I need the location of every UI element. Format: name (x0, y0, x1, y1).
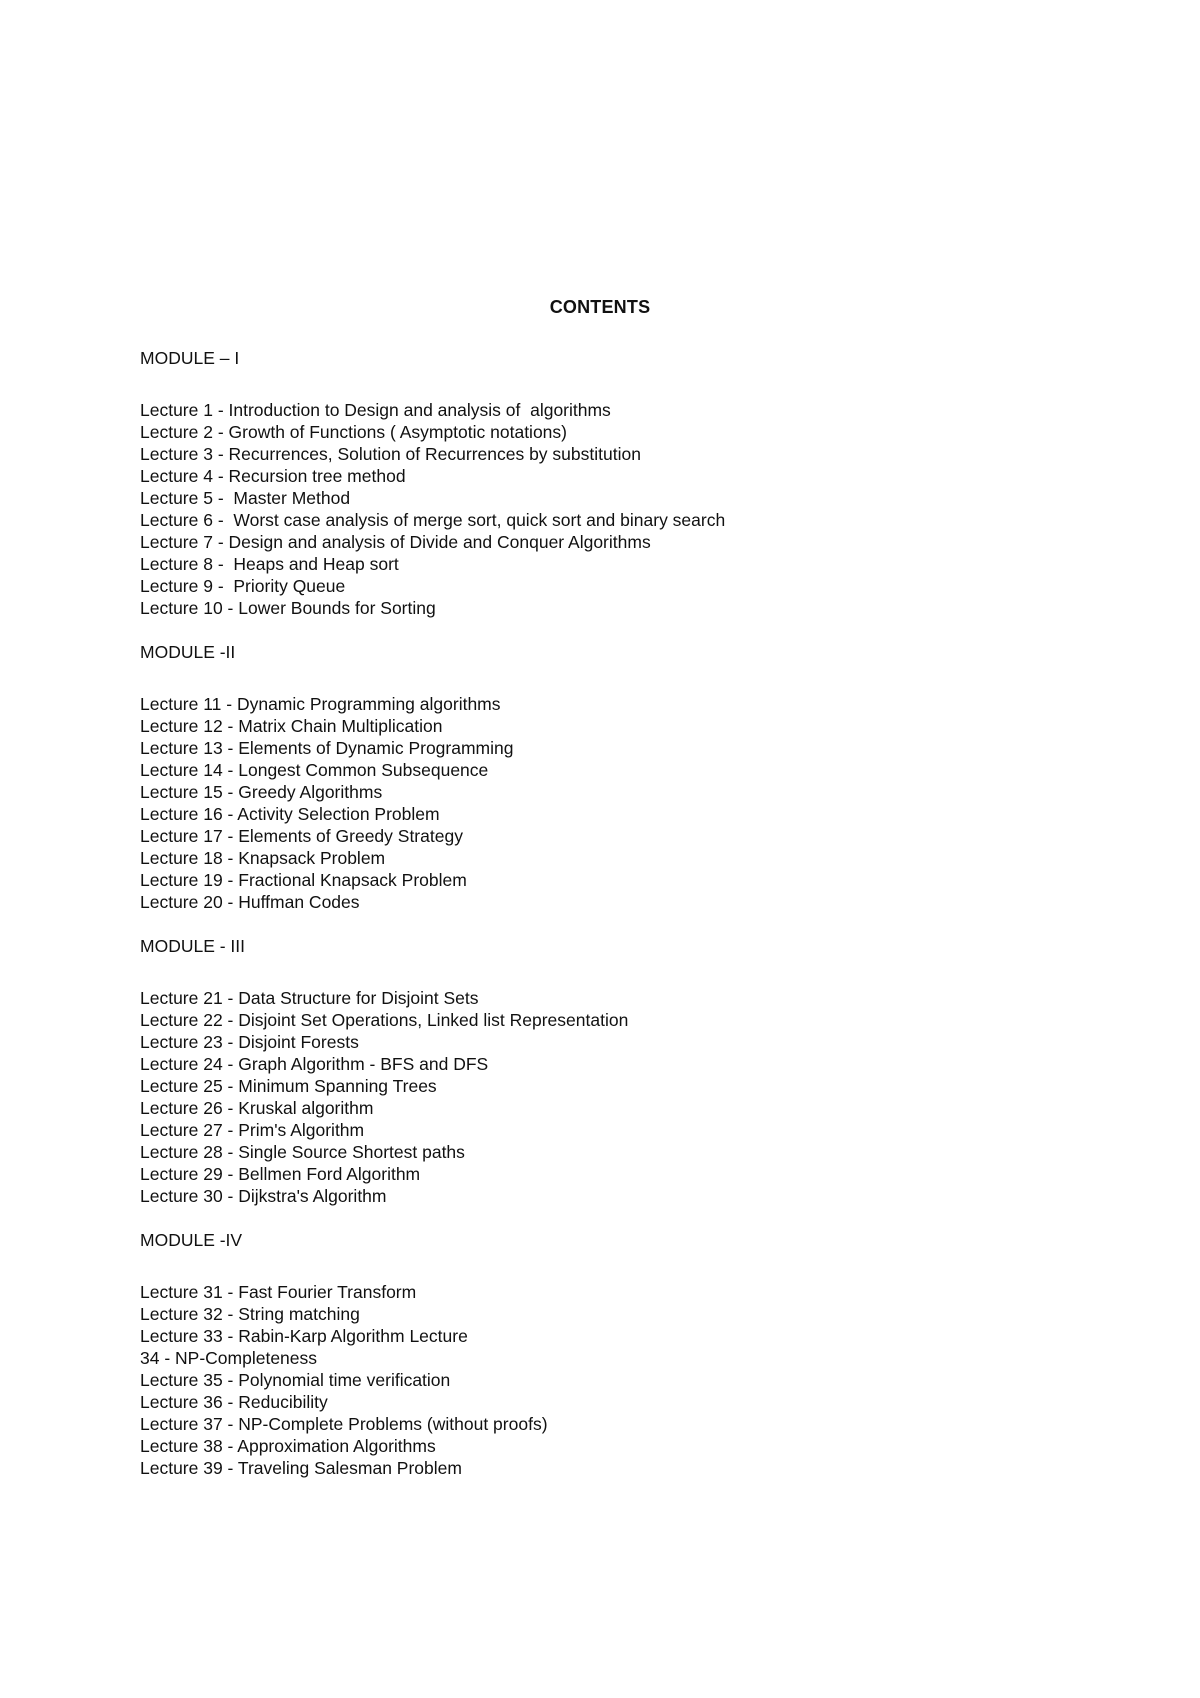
lecture-item: Lecture 2 - Growth of Functions ( Asymptotic notations) (140, 422, 567, 442)
lecture-item: Lecture 8 - Heaps and Heap sort (140, 554, 399, 574)
lecture-item: Lecture 6 - Worst case analysis of merge sort, quick sort and binary search (140, 510, 726, 530)
lecture-item: Lecture 19 - Fractional Knapsack Problem (140, 870, 467, 890)
lecture-item: Lecture 9 - Priority Queue (140, 576, 346, 596)
lecture-item: Lecture 26 - Kruskal algorithm (140, 1098, 374, 1118)
lecture-item: Lecture 27 - Prim's Algorithm (140, 1120, 365, 1140)
lecture-item: Lecture 37 - NP-Complete Problems (without proofs) (140, 1414, 548, 1434)
lecture-list (140, 693, 1140, 913)
lecture-item: Lecture 35 - Polynomial time verification (140, 1370, 451, 1390)
lecture-item: Lecture 31 - Fast Fourier Transform (140, 1282, 417, 1302)
lecture-item: Lecture 5 - Master Method (140, 488, 351, 508)
lecture-item: Lecture 7 - Design and analysis of Divide and Conquer Algorithms (140, 532, 651, 552)
module-section (140, 935, 1140, 1207)
lecture-item: Lecture 13 - Elements of Dynamic Programming (140, 738, 514, 758)
lecture-item: 34 - NP-Completeness (140, 1348, 318, 1368)
module-section (140, 1229, 1140, 1479)
module-heading: MODULE -IV (140, 1230, 243, 1250)
contents-title: CONTENTS (549, 297, 651, 317)
contents-body (140, 347, 1140, 1479)
module-heading: MODULE – I (140, 348, 240, 368)
lecture-item: Lecture 10 - Lower Bounds for Sorting (140, 598, 436, 618)
lecture-item: Lecture 24 - Graph Algorithm - BFS and DFS (140, 1054, 489, 1074)
module-heading: MODULE - III (140, 936, 246, 956)
lecture-list (140, 1281, 1140, 1479)
lecture-item: Lecture 15 - Greedy Algorithms (140, 782, 383, 802)
lecture-list (140, 987, 1140, 1207)
lecture-item: Lecture 18 - Knapsack Problem (140, 848, 386, 868)
lecture-item: Lecture 32 - String matching (140, 1304, 360, 1324)
lecture-item: Lecture 17 - Elements of Greedy Strategy (140, 826, 463, 846)
lecture-item: Lecture 11 - Dynamic Programming algorithms (140, 694, 501, 714)
lecture-item: Lecture 25 - Minimum Spanning Trees (140, 1076, 437, 1096)
lecture-item: Lecture 28 - Single Source Shortest paths (140, 1142, 465, 1162)
module-section (140, 641, 1140, 913)
lecture-item: Lecture 36 - Reducibility (140, 1392, 328, 1412)
lecture-item: Lecture 23 - Disjoint Forests (140, 1032, 359, 1052)
lecture-item: Lecture 14 - Longest Common Subsequence (140, 760, 489, 780)
lecture-item: Lecture 20 - Huffman Codes (140, 892, 360, 912)
module-section (140, 347, 1140, 619)
lecture-item: Lecture 1 - Introduction to Design and analysis of algorithms (140, 400, 611, 420)
lecture-item: Lecture 21 - Data Structure for Disjoint Sets (140, 988, 479, 1008)
lecture-item: Lecture 33 - Rabin-Karp Algorithm Lecture (140, 1326, 468, 1346)
lecture-item: Lecture 16 - Activity Selection Problem (140, 804, 440, 824)
lecture-item: Lecture 29 - Bellmen Ford Algorithm (140, 1164, 421, 1184)
lecture-item: Lecture 12 - Matrix Chain Multiplication (140, 716, 443, 736)
lecture-item: Lecture 4 - Recursion tree method (140, 466, 406, 486)
module-heading: MODULE -II (140, 642, 236, 662)
lecture-item: Lecture 30 - Dijkstra's Algorithm (140, 1186, 387, 1206)
lecture-item: Lecture 3 - Recurrences, Solution of Recurrences by substitution (140, 444, 641, 464)
lecture-item: Lecture 39 - Traveling Salesman Problem (140, 1458, 462, 1478)
lecture-item: Lecture 22 - Disjoint Set Operations, Linked list Representation (140, 1010, 629, 1030)
lecture-item: Lecture 38 - Approximation Algorithms (140, 1436, 436, 1456)
lecture-list (140, 399, 1140, 619)
